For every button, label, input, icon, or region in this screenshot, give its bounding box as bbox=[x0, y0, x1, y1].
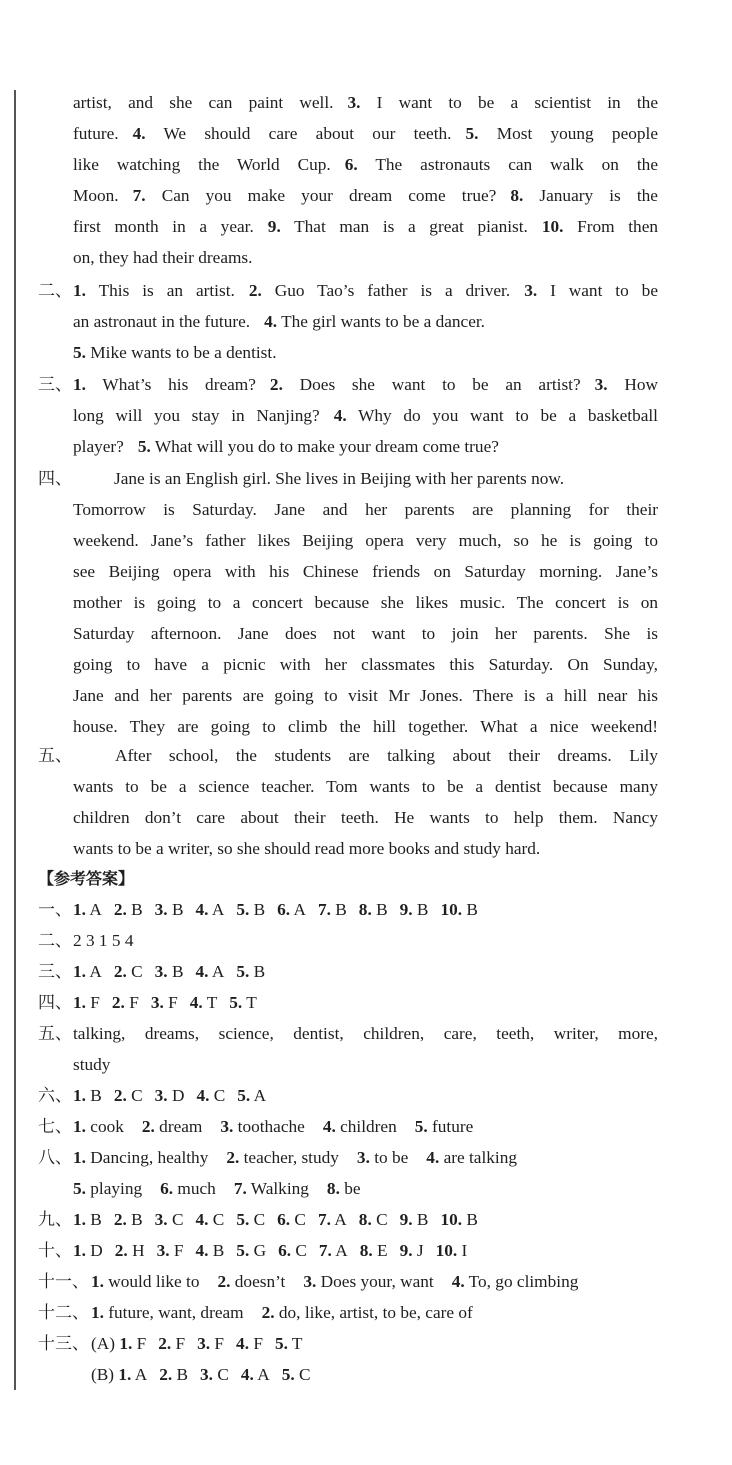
item-number: 4. bbox=[196, 1086, 210, 1105]
item-answer: A bbox=[331, 1241, 348, 1260]
answer-item bbox=[155, 900, 184, 919]
text-line: Saturday afternoon. Jane does not want to join her parents. She is bbox=[73, 624, 658, 643]
item-answer: A bbox=[208, 900, 225, 919]
section-label: 四、 bbox=[38, 469, 72, 488]
text-line: like watching the World Cup. 6. The astronauts can walk on the bbox=[73, 155, 658, 174]
answer-item bbox=[436, 1241, 468, 1260]
item-answer: E bbox=[372, 1241, 388, 1260]
item-number: 6. bbox=[277, 900, 291, 919]
item-answer: C bbox=[290, 1210, 306, 1229]
item-answer: F bbox=[171, 1334, 186, 1353]
answer-item bbox=[73, 1241, 103, 1260]
item-number: 4. bbox=[195, 1210, 209, 1229]
text-line: weekend. Jane’s father likes Beijing opera very much, so he is going to bbox=[73, 531, 658, 550]
answer-item bbox=[220, 1117, 304, 1136]
answer-item bbox=[318, 1210, 347, 1229]
item-number: 3. bbox=[154, 1086, 168, 1105]
answer-item bbox=[119, 1334, 146, 1353]
answer-item bbox=[73, 1148, 208, 1167]
answer-item bbox=[277, 900, 306, 919]
answer-item bbox=[275, 1334, 303, 1353]
answer-item bbox=[114, 962, 143, 981]
item-number: 2. bbox=[113, 962, 127, 981]
item-answer: T bbox=[202, 993, 218, 1012]
item-number: 5. bbox=[236, 962, 250, 981]
section-label: 九、 bbox=[38, 1210, 72, 1229]
item-answer: T bbox=[242, 993, 257, 1012]
answer-item bbox=[236, 962, 265, 981]
item-number: 5. bbox=[229, 993, 243, 1012]
item-number: 1. bbox=[119, 1334, 133, 1353]
item-answer: F bbox=[132, 1334, 147, 1353]
item-number: 8. bbox=[358, 1210, 372, 1229]
item-answer: A bbox=[85, 962, 102, 981]
text-line: see Beijing opera with his Chinese friends on Saturday morning. Jane’s bbox=[73, 562, 658, 581]
item-answer: A bbox=[250, 1086, 267, 1105]
item-number: 5. bbox=[414, 1117, 428, 1136]
answer-item bbox=[73, 993, 100, 1012]
text-line: going to have a picnic with her classmates this Saturday. On Sunday, bbox=[73, 655, 658, 674]
item-number: 9. bbox=[399, 900, 413, 919]
item-number: 3. bbox=[150, 993, 164, 1012]
answer-item bbox=[112, 993, 139, 1012]
answer-item bbox=[282, 1365, 311, 1384]
item-answer: B bbox=[330, 900, 347, 919]
answer-item bbox=[195, 1210, 224, 1229]
answer-item bbox=[114, 1210, 143, 1229]
item-number: 2. bbox=[217, 1272, 231, 1291]
item-answer: future bbox=[427, 1117, 474, 1136]
item-answer: would like to bbox=[103, 1272, 200, 1291]
item-answer: C bbox=[126, 962, 143, 981]
item-answer: much bbox=[173, 1179, 216, 1198]
section-label: 一、 bbox=[38, 900, 72, 919]
item-answer: A bbox=[131, 1365, 148, 1384]
item-answer: A bbox=[85, 900, 102, 919]
answer-item bbox=[229, 993, 257, 1012]
item-number: 2. bbox=[113, 1086, 127, 1105]
item-number: 2. bbox=[114, 1241, 128, 1260]
item-answer: C bbox=[208, 1210, 225, 1229]
answer-item bbox=[357, 1148, 408, 1167]
answer-item bbox=[114, 1086, 143, 1105]
item-number: 2. bbox=[141, 1117, 155, 1136]
section-label: 三、 bbox=[38, 375, 72, 394]
answer-item bbox=[277, 1210, 306, 1229]
item-answer: C bbox=[294, 1365, 311, 1384]
text-line: future. 4. We should care about our teeth. 5. Most young people bbox=[73, 124, 658, 143]
answer-item bbox=[115, 1241, 145, 1260]
section-label: 三、 bbox=[38, 962, 72, 981]
answer-item bbox=[73, 1117, 124, 1136]
item-number: 9. bbox=[399, 1241, 413, 1260]
answer-item bbox=[151, 993, 178, 1012]
text-line: Tomorrow is Saturday. Jane and her parents are planning for their bbox=[73, 500, 658, 519]
answer-item bbox=[73, 900, 102, 919]
item-number: 5. bbox=[236, 1241, 250, 1260]
item-number: 7. bbox=[317, 900, 331, 919]
item-number: 5. bbox=[274, 1334, 288, 1353]
item-number: 4. bbox=[322, 1117, 336, 1136]
item-number: 6. bbox=[160, 1179, 174, 1198]
item-answer: B bbox=[85, 1086, 102, 1105]
margin-line bbox=[14, 90, 16, 1390]
answer-item bbox=[323, 1117, 397, 1136]
text-line: wants to be a science teacher. Tom wants to be a dentist because many bbox=[73, 777, 658, 796]
item-number: 3. bbox=[197, 1334, 211, 1353]
answer-item bbox=[195, 962, 224, 981]
answer-item bbox=[241, 1365, 270, 1384]
text-line: Jane and her parents are going to visit Mr Jones. There is a hill near his bbox=[73, 686, 658, 705]
item-answer: Walking bbox=[246, 1179, 309, 1198]
item-answer: children bbox=[335, 1117, 397, 1136]
item-answer: J bbox=[412, 1241, 424, 1260]
item-number: 2. bbox=[113, 900, 127, 919]
item-number: 4. bbox=[240, 1365, 254, 1384]
answer-item bbox=[236, 900, 265, 919]
section-label: 六、 bbox=[38, 1086, 72, 1105]
item-number: 4. bbox=[236, 1334, 250, 1353]
item-answer: dream bbox=[154, 1117, 203, 1136]
item-number: 5. bbox=[281, 1365, 295, 1384]
answer-item bbox=[226, 1148, 339, 1167]
answer-item bbox=[426, 1148, 517, 1167]
item-answer: playing bbox=[85, 1179, 143, 1198]
answer-item bbox=[415, 1117, 474, 1136]
item-answer: F bbox=[85, 993, 100, 1012]
section-label: 十三、 bbox=[38, 1334, 89, 1353]
text-line: artist, and she can paint well. 3. I want to be a scientist in the bbox=[73, 93, 658, 112]
item-answer: I bbox=[457, 1241, 468, 1260]
text-line: 5. Mike wants to be a dentist. bbox=[73, 343, 277, 362]
answer-item bbox=[359, 900, 388, 919]
item-answer: F bbox=[249, 1334, 263, 1353]
item-number: 5. bbox=[236, 1210, 250, 1229]
answer-item bbox=[158, 1334, 185, 1353]
item-number: 8. bbox=[359, 1241, 373, 1260]
item-number: 3. bbox=[200, 1365, 213, 1384]
item-answer: F bbox=[169, 1241, 184, 1260]
item-answer: doesn’t bbox=[230, 1272, 286, 1291]
section-label: 七、 bbox=[38, 1117, 72, 1136]
item-number: 2. bbox=[159, 1365, 173, 1384]
item-answer: F bbox=[124, 993, 139, 1012]
item-number: 4. bbox=[451, 1272, 465, 1291]
text-line: wants to be a writer, so she should read more books and study hard. bbox=[73, 839, 541, 858]
text-line: an astronaut in the future. 4. The girl wants to be a dancer. bbox=[73, 312, 486, 331]
answer-item bbox=[400, 1241, 424, 1260]
answer-item bbox=[159, 1365, 188, 1384]
item-number: 1. bbox=[73, 900, 86, 919]
text-line: Moon. 7. Can you make your dream come true? 8. January is the bbox=[73, 186, 658, 205]
item-number: 8. bbox=[326, 1179, 340, 1198]
item-answer: T bbox=[287, 1334, 303, 1353]
item-number: 2. bbox=[158, 1334, 172, 1353]
answer-item bbox=[195, 1241, 224, 1260]
text-line: on, they had their dreams. bbox=[73, 248, 253, 267]
answer-item bbox=[303, 1272, 433, 1291]
item-answer: B bbox=[249, 962, 266, 981]
answer-item bbox=[327, 1179, 361, 1198]
section-label: 十、 bbox=[38, 1241, 72, 1260]
item-answer: C bbox=[209, 1086, 226, 1105]
section-label: 二、 bbox=[38, 281, 72, 300]
answer-item bbox=[160, 1179, 216, 1198]
text-line: long will you stay in Nanjing? 4. Why do you want to be a basketball bbox=[73, 406, 658, 425]
item-answer: D bbox=[85, 1241, 103, 1260]
item-answer: A bbox=[330, 1210, 347, 1229]
item-answer: toothache bbox=[233, 1117, 305, 1136]
item-answer: B bbox=[208, 1241, 225, 1260]
item-number: 5. bbox=[237, 1086, 251, 1105]
item-answer: H bbox=[127, 1241, 145, 1260]
item-answer: B bbox=[462, 1210, 478, 1229]
answer-item bbox=[196, 1086, 225, 1105]
answer-item bbox=[155, 1086, 185, 1105]
answer-key-heading: 【参考答案】 bbox=[38, 869, 135, 888]
item-answer: are talking bbox=[439, 1148, 517, 1167]
item-number: 7. bbox=[318, 1241, 332, 1260]
item-number: 4. bbox=[195, 962, 209, 981]
answer-item bbox=[218, 1272, 286, 1291]
item-number: 10. bbox=[440, 1210, 463, 1229]
answer-item bbox=[452, 1272, 579, 1291]
item-answer: B bbox=[412, 1210, 429, 1229]
answer-item bbox=[318, 900, 347, 919]
item-answer: A bbox=[290, 900, 306, 919]
item-answer: teacher, study bbox=[239, 1148, 339, 1167]
answer-item bbox=[114, 900, 143, 919]
item-answer: To, go climbing bbox=[464, 1272, 579, 1291]
item-number: 1. bbox=[73, 1086, 86, 1105]
section-label: 八、 bbox=[38, 1148, 72, 1167]
text-line: study bbox=[73, 1055, 111, 1074]
item-answer: be bbox=[339, 1179, 361, 1198]
answer-item bbox=[157, 1241, 184, 1260]
item-answer: F bbox=[163, 993, 178, 1012]
answer-item bbox=[73, 1179, 142, 1198]
answer-item bbox=[236, 1334, 263, 1353]
answer-item bbox=[440, 900, 477, 919]
section-label: 二、 bbox=[38, 931, 72, 950]
item-number: 1. bbox=[73, 1117, 86, 1136]
answer-item bbox=[400, 900, 429, 919]
answer-item bbox=[236, 1210, 265, 1229]
item-number: 1. bbox=[91, 1272, 104, 1291]
item-number: 4. bbox=[426, 1148, 440, 1167]
item-number: 2. bbox=[111, 993, 125, 1012]
answer-item bbox=[200, 1365, 229, 1384]
answer-item bbox=[91, 1303, 244, 1322]
item-number: 4. bbox=[189, 993, 203, 1012]
answer-item bbox=[73, 962, 102, 981]
section-label: 四、 bbox=[38, 993, 72, 1012]
item-answer: B bbox=[249, 900, 266, 919]
item-answer: C bbox=[213, 1365, 229, 1384]
answer-item bbox=[91, 1272, 200, 1291]
section-label: 五、 bbox=[38, 1024, 72, 1043]
answer-item bbox=[73, 1210, 102, 1229]
item-answer: C bbox=[371, 1210, 388, 1229]
item-number: 2. bbox=[261, 1303, 275, 1322]
item-number: 3. bbox=[154, 1210, 168, 1229]
item-answer: D bbox=[167, 1086, 185, 1105]
text-line: mother is going to a concert because she likes music. The concert is on bbox=[73, 593, 658, 612]
item-answer: F bbox=[210, 1334, 225, 1353]
item-number: 2. bbox=[113, 1210, 127, 1229]
answer-item bbox=[155, 962, 184, 981]
text-line: house. They are going to climb the hill together. What a nice weekend! bbox=[73, 717, 658, 736]
item-number: 6. bbox=[277, 1210, 291, 1229]
item-number: 3. bbox=[356, 1148, 370, 1167]
item-number: 6. bbox=[278, 1241, 292, 1260]
answer-item bbox=[73, 1086, 102, 1105]
item-answer: B bbox=[126, 900, 143, 919]
item-number: 3. bbox=[156, 1241, 170, 1260]
answer-item bbox=[236, 1241, 266, 1260]
item-answer: A bbox=[208, 962, 225, 981]
item-answer: B bbox=[462, 900, 478, 919]
item-answer: B bbox=[85, 1210, 102, 1229]
text-line: first month in a year. 9. That man is a great pianist. 10. From then bbox=[73, 217, 659, 236]
item-answer: B bbox=[371, 900, 388, 919]
item-number: 5. bbox=[236, 900, 250, 919]
item-answer: Does your, want bbox=[316, 1272, 434, 1291]
item-number: 1. bbox=[73, 962, 86, 981]
item-number: 7. bbox=[233, 1179, 247, 1198]
item-number: 1. bbox=[73, 1148, 86, 1167]
item-number: 1. bbox=[118, 1365, 132, 1384]
answer-item bbox=[360, 1241, 388, 1260]
item-number: 7. bbox=[317, 1210, 331, 1229]
item-number: 1. bbox=[73, 993, 86, 1012]
item-number: 2. bbox=[226, 1148, 240, 1167]
item-answer: to be bbox=[369, 1148, 409, 1167]
answer-item bbox=[440, 1210, 477, 1229]
item-number: 3. bbox=[303, 1272, 317, 1291]
answer-item bbox=[278, 1241, 307, 1260]
answer-item bbox=[190, 993, 218, 1012]
item-number: 10. bbox=[440, 900, 463, 919]
item-answer: B bbox=[167, 962, 184, 981]
item-number: 4. bbox=[195, 1241, 209, 1260]
item-number: 1. bbox=[73, 1210, 86, 1229]
answer-item bbox=[237, 1086, 266, 1105]
item-answer: future, want, dream bbox=[103, 1303, 244, 1322]
item-answer: B bbox=[412, 900, 429, 919]
answer-item bbox=[319, 1241, 348, 1260]
text-line: player? 5. What will you do to make your dream come true? bbox=[73, 437, 499, 456]
answer-item bbox=[359, 1210, 388, 1229]
item-answer: B bbox=[167, 900, 184, 919]
section-label: 十一、 bbox=[38, 1272, 89, 1291]
item-answer: A bbox=[253, 1365, 270, 1384]
answer-item bbox=[195, 900, 224, 919]
item-number: 3. bbox=[220, 1117, 234, 1136]
text-line: children don’t care about their teeth. He wants to help them. Nancy bbox=[73, 808, 658, 827]
item-answer: C bbox=[249, 1210, 266, 1229]
item-answer: G bbox=[249, 1241, 267, 1260]
section-label: 十二、 bbox=[38, 1303, 89, 1322]
answer-item bbox=[197, 1334, 224, 1353]
item-number: 3. bbox=[154, 900, 168, 919]
item-answer: C bbox=[167, 1210, 184, 1229]
item-number: 1. bbox=[73, 1241, 86, 1260]
answer-item bbox=[155, 1210, 184, 1229]
item-number: 1. bbox=[91, 1303, 104, 1322]
item-answer: C bbox=[126, 1086, 143, 1105]
item-number: 3. bbox=[154, 962, 168, 981]
item-answer: Dancing, healthy bbox=[85, 1148, 209, 1167]
item-answer: B bbox=[126, 1210, 143, 1229]
item-answer: B bbox=[172, 1365, 189, 1384]
item-answer: C bbox=[291, 1241, 307, 1260]
answer-item bbox=[262, 1303, 473, 1322]
item-number: 4. bbox=[195, 900, 209, 919]
answer-item bbox=[400, 1210, 429, 1229]
section-label: 五、 bbox=[38, 746, 72, 765]
item-number: 9. bbox=[399, 1210, 413, 1229]
answer-item bbox=[142, 1117, 202, 1136]
item-answer: do, like, artist, to be, care of bbox=[274, 1303, 473, 1322]
item-number: 8. bbox=[358, 900, 372, 919]
text-line bbox=[73, 1174, 658, 1204]
item-answer: cook bbox=[85, 1117, 124, 1136]
answer-item bbox=[118, 1365, 147, 1384]
answer-item bbox=[234, 1179, 309, 1198]
item-number: 5. bbox=[73, 1179, 86, 1198]
item-number: 10. bbox=[435, 1241, 458, 1260]
